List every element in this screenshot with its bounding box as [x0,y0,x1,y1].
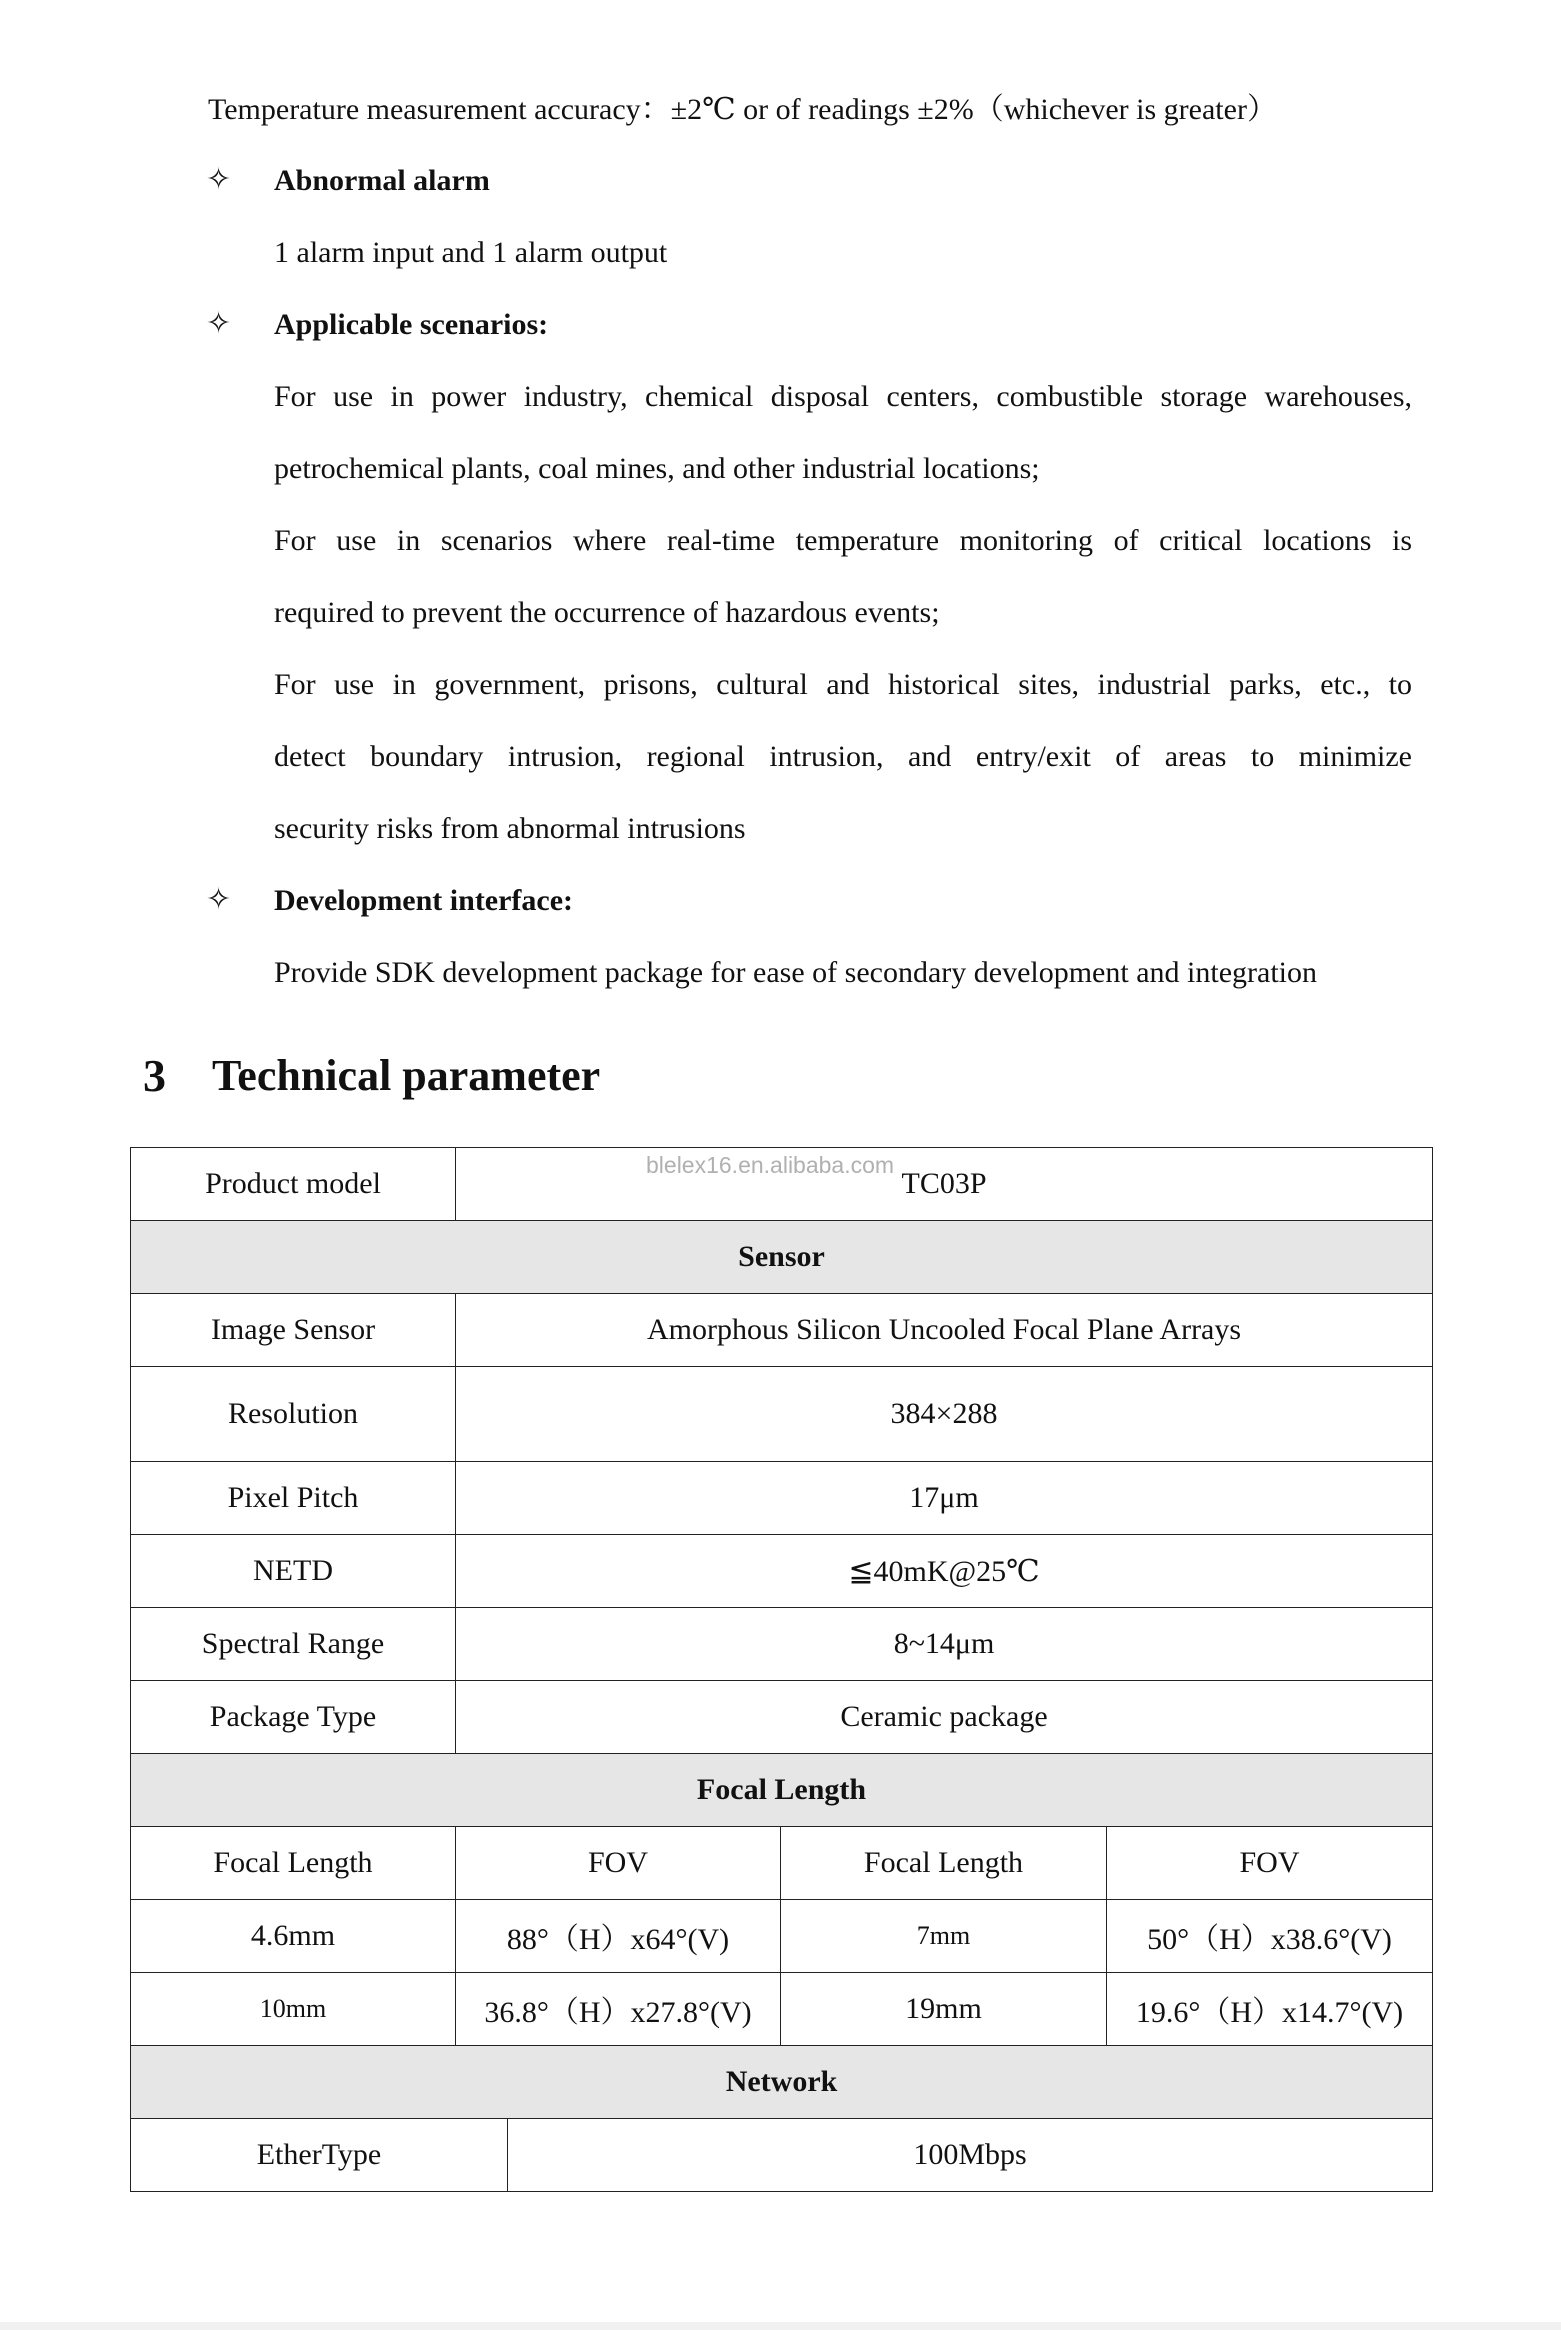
row-label: Pixel Pitch [131,1462,456,1535]
column-header: FOV [456,1827,781,1900]
table-row [131,1900,1433,1973]
scenarios-line: For use in power industry, chemical disposal centers, combustible storage warehouses, [274,380,1412,413]
section-title: Technical parameter [212,1051,601,1100]
row-value: 8~14μm [456,1608,1433,1681]
scenarios-line: For use in scenarios where real-time temperature monitoring of critical locations is [274,524,1412,557]
accuracy-text: Temperature measurement accuracy：±2℃ or of readings ±2%（whichever is greater） [208,93,1277,126]
row-label: Package Type [131,1681,456,1754]
scenarios-line: petrochemical plants, coal mines, and other industrial locations; [274,452,1040,485]
section-row [131,1754,1433,1827]
fov-cell: 50°（H）x38.6°(V) [1107,1900,1433,1973]
row-value: 17μm [456,1462,1433,1535]
row-label: Resolution [131,1367,456,1462]
table-row [131,1294,1433,1367]
table-row [131,1608,1433,1681]
scenarios-line: security risks from abnormal intrusions [274,812,746,845]
section-number: 3 [143,1050,166,1101]
network-section-header: Network [131,2046,1433,2119]
focal-length-section-header: Focal Length [131,1754,1433,1827]
section-row [131,2046,1433,2119]
scenarios-line: For use in government, prisons, cultural and historical sites, industrial parks, etc., to [274,668,1412,701]
table-row [131,1367,1433,1462]
column-header: Focal Length [781,1827,1107,1900]
table-row [131,1827,1433,1900]
sensor-section-header: Sensor [131,1221,1433,1294]
section-row [131,1221,1433,1294]
row-label: EtherType [131,2119,508,2192]
bullet-diamond-icon: ✧ [206,882,232,917]
table-row [131,2119,1433,2192]
dev-heading: Development interface: [274,884,574,917]
row-label: Spectral Range [131,1608,456,1681]
table-row [131,1535,1433,1608]
alarm-text: 1 alarm input and 1 alarm output [274,236,668,269]
focal-length-cell: 10mm [131,1973,456,2046]
column-header: FOV [1107,1827,1433,1900]
focal-length-cell: 4.6mm [131,1900,456,1973]
page-bottom-edge [0,2322,1561,2330]
alarm-heading: Abnormal alarm [274,164,490,197]
table-row [131,1681,1433,1754]
row-value: 384×288 [456,1367,1433,1462]
fov-cell: 36.8°（H）x27.8°(V) [456,1973,781,2046]
focal-length-cell: 19mm [781,1973,1107,2046]
fov-cell: 88°（H）x64°(V) [456,1900,781,1973]
bullet-diamond-icon: ✧ [206,162,232,197]
bullet-diamond-icon: ✧ [206,306,232,341]
scenarios-line: detect boundary intrusion, regional intrusion, and entry/exit of areas to minimize [274,740,1412,773]
row-label: Image Sensor [131,1294,456,1367]
dev-text: Provide SDK development package for ease of secondary development and integration [274,956,1317,989]
row-value: 100Mbps [508,2119,1433,2192]
technical-parameter-table [130,1147,1433,2192]
scenarios-heading: Applicable scenarios: [274,308,549,341]
row-value: Ceramic package [456,1681,1433,1754]
table-row [131,1973,1433,2046]
column-header: Focal Length [131,1827,456,1900]
product-model-value: TC03P [456,1148,1433,1221]
table-row [131,1462,1433,1535]
scenarios-line: required to prevent the occurrence of hazardous events; [274,596,940,629]
row-value: Amorphous Silicon Uncooled Focal Plane Arrays [456,1294,1433,1367]
fov-cell: 19.6°（H）x14.7°(V) [1107,1973,1433,2046]
product-model-label: Product model [131,1148,456,1221]
focal-length-cell: 7mm [781,1900,1107,1973]
watermark-text: blelex16.en.alibaba.com [646,1152,895,1178]
row-value: ≦40mK@25℃ [456,1535,1433,1608]
row-label: NETD [131,1535,456,1608]
